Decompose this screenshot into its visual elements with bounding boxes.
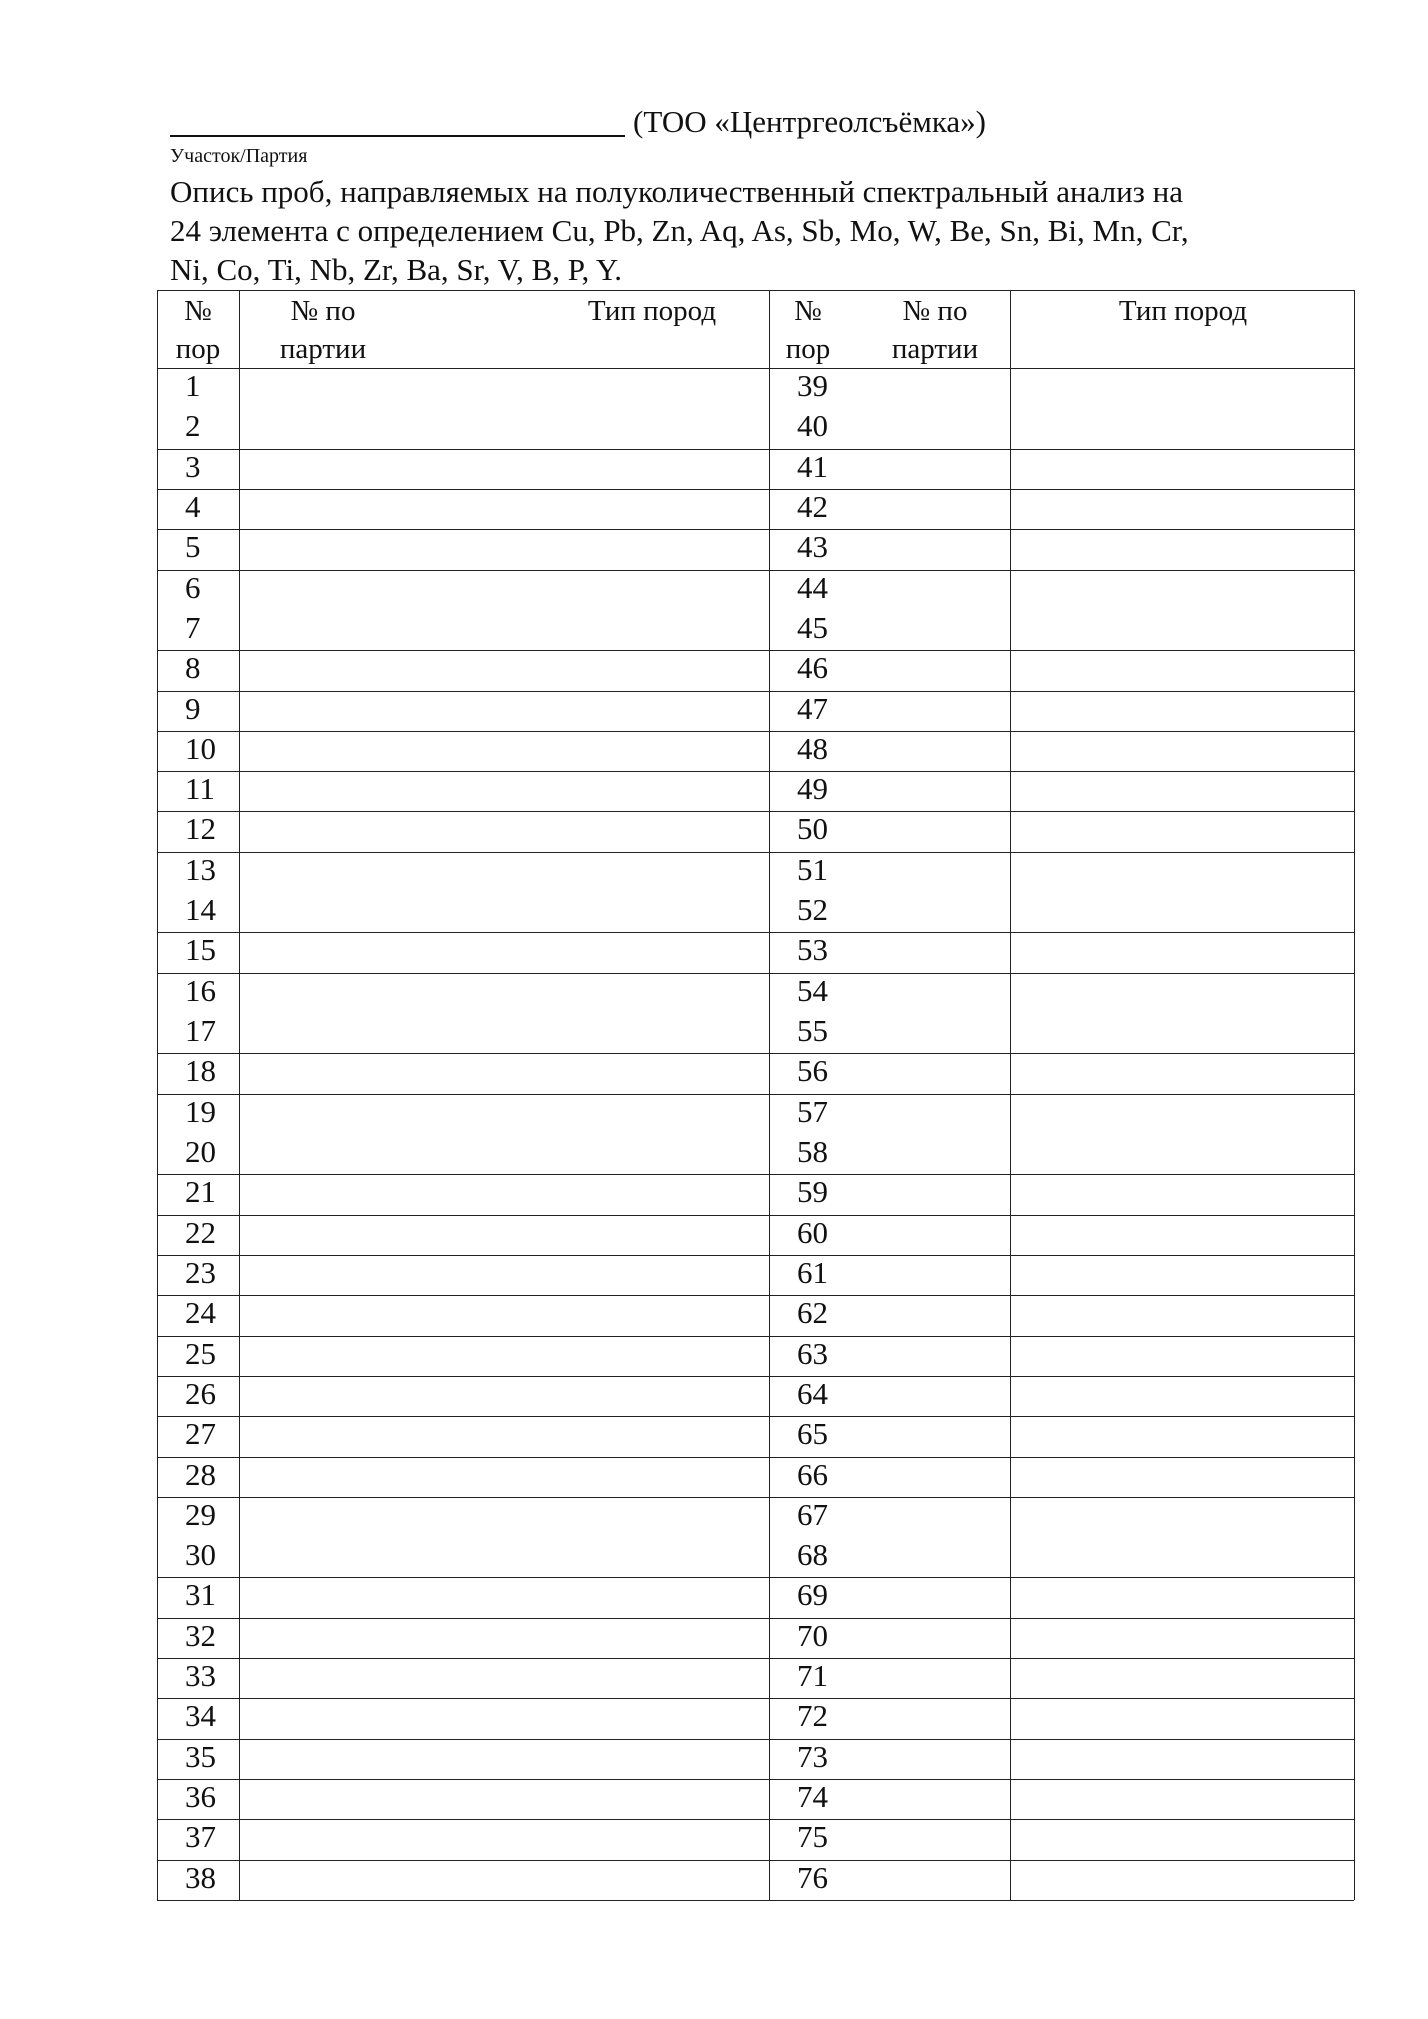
table-row-border — [157, 650, 1354, 651]
row-number-right: 62 — [797, 1295, 828, 1331]
row-number-right: 56 — [797, 1053, 828, 1089]
table-row-border — [157, 1094, 1354, 1095]
section-underline — [170, 135, 625, 137]
row-number-right: 63 — [797, 1335, 828, 1371]
row-number-right: 72 — [797, 1698, 828, 1734]
row-number-right: 59 — [797, 1174, 828, 1210]
col-header-num: № — [794, 295, 822, 327]
table-row-border — [157, 1255, 1354, 1256]
row-number-right: 68 — [797, 1537, 828, 1573]
row-number-right: 75 — [797, 1819, 828, 1855]
row-number-right: 65 — [797, 1416, 828, 1452]
row-number-left: 31 — [185, 1577, 216, 1613]
row-number-right: 66 — [797, 1456, 828, 1492]
row-number-right: 54 — [797, 972, 828, 1008]
row-number-right: 52 — [797, 892, 828, 928]
row-number-left: 6 — [185, 569, 201, 605]
table-row-border — [157, 691, 1354, 692]
row-number-right: 61 — [797, 1254, 828, 1290]
row-number-left: 26 — [185, 1375, 216, 1411]
row-number-right: 50 — [797, 811, 828, 847]
row-number-left: 2 — [185, 408, 201, 444]
table-row-border — [157, 771, 1354, 772]
table-column-border — [1354, 290, 1355, 1900]
table-row-border — [157, 1416, 1354, 1417]
table-row-border — [157, 1618, 1354, 1619]
row-number-right: 51 — [797, 851, 828, 887]
row-number-left: 38 — [185, 1859, 216, 1895]
col-header-batch-sub: партии — [279, 333, 367, 365]
col-header-num: № — [184, 295, 212, 327]
table-row-border — [157, 1215, 1354, 1216]
row-number-left: 25 — [185, 1335, 216, 1371]
sample-table — [157, 290, 1354, 1900]
table-row-border — [157, 1497, 1354, 1498]
table-row-border — [157, 932, 1354, 933]
title-line: Ni, Co, Ti, Nb, Zr, Ba, Sr, V, B, P, Y. — [170, 252, 623, 287]
row-number-right: 53 — [797, 932, 828, 968]
col-header-num-sub: пор — [785, 333, 831, 365]
row-number-right: 46 — [797, 650, 828, 686]
row-number-left: 34 — [185, 1698, 216, 1734]
organization-name: (ТОО «Центргеолсъёмка») — [633, 104, 987, 139]
row-number-left: 13 — [185, 851, 216, 887]
row-number-left: 10 — [185, 730, 216, 766]
row-number-right: 71 — [797, 1658, 828, 1694]
row-number-left: 28 — [185, 1456, 216, 1492]
table-row-border — [157, 570, 1354, 571]
col-header-batch: № по — [902, 295, 968, 327]
row-number-right: 74 — [797, 1779, 828, 1815]
row-number-left: 33 — [185, 1658, 216, 1694]
section-label: Участок/Партия — [170, 145, 308, 167]
row-number-left: 9 — [185, 690, 201, 726]
col-header-num-sub: пор — [175, 333, 221, 365]
row-number-right: 76 — [797, 1859, 828, 1895]
row-number-left: 32 — [185, 1617, 216, 1653]
title-line: Опись проб, направляемых на полуколичественный спектральный анализ на — [170, 174, 1184, 209]
col-header-batch: № по — [290, 295, 356, 327]
table-row-border — [157, 1779, 1354, 1780]
row-number-left: 19 — [185, 1093, 216, 1129]
col-header-batch-sub: партии — [891, 333, 979, 365]
row-number-left: 18 — [185, 1053, 216, 1089]
row-number-right: 60 — [797, 1214, 828, 1250]
row-number-right: 43 — [797, 529, 828, 565]
row-number-left: 8 — [185, 650, 201, 686]
row-number-right: 44 — [797, 569, 828, 605]
row-number-right: 64 — [797, 1375, 828, 1411]
table-row-border — [157, 1698, 1354, 1699]
table-row-border — [157, 973, 1354, 974]
row-number-left: 12 — [185, 811, 216, 847]
row-number-right: 42 — [797, 488, 828, 524]
row-number-right: 49 — [797, 771, 828, 807]
row-number-left: 22 — [185, 1214, 216, 1250]
row-number-left: 20 — [185, 1134, 216, 1169]
row-number-right: 41 — [797, 448, 828, 484]
row-number-left: 5 — [185, 529, 201, 565]
table-row-border — [157, 1577, 1354, 1578]
table-row-border — [157, 731, 1354, 732]
row-number-right: 45 — [797, 609, 828, 645]
row-number-right: 69 — [797, 1577, 828, 1613]
table-row-border — [157, 1900, 1354, 1901]
col-header-rock-type: Тип пород — [587, 295, 717, 327]
table-row-border — [157, 449, 1354, 450]
table-row-border — [157, 1819, 1354, 1820]
row-number-left: 29 — [185, 1496, 216, 1532]
table-row-border — [157, 852, 1354, 853]
row-number-left: 3 — [185, 448, 201, 484]
table-row-border — [157, 1658, 1354, 1659]
row-number-right: 58 — [797, 1134, 828, 1169]
table-row-border — [157, 1739, 1354, 1740]
row-number-left: 4 — [185, 488, 201, 524]
row-number-left: 21 — [185, 1174, 216, 1210]
table-row-border — [157, 489, 1354, 490]
col-header-rock-type: Тип пород — [1118, 295, 1248, 327]
row-number-left: 16 — [185, 972, 216, 1008]
row-number-right: 48 — [797, 730, 828, 766]
table-row-border — [157, 1336, 1354, 1337]
table-row-border — [157, 1457, 1354, 1458]
row-number-right: 73 — [797, 1738, 828, 1774]
table-row-border — [157, 811, 1354, 812]
row-number-left: 23 — [185, 1254, 216, 1290]
row-number-left: 36 — [185, 1779, 216, 1815]
row-number-left: 14 — [185, 892, 216, 928]
row-number-right: 47 — [797, 690, 828, 726]
row-number-right: 39 — [797, 368, 828, 403]
row-number-right: 67 — [797, 1496, 828, 1532]
row-number-left: 37 — [185, 1819, 216, 1855]
table-row-border — [157, 1174, 1354, 1175]
row-number-left: 7 — [185, 609, 201, 645]
row-number-left: 35 — [185, 1738, 216, 1774]
table-row-border — [157, 1860, 1354, 1861]
row-number-left: 27 — [185, 1416, 216, 1452]
row-number-right: 40 — [797, 408, 828, 444]
table-row-border — [157, 368, 1354, 369]
row-number-right: 57 — [797, 1093, 828, 1129]
row-number-left: 15 — [185, 932, 216, 968]
row-number-left: 11 — [185, 771, 215, 807]
row-number-left: 17 — [185, 1013, 216, 1049]
table-row-border — [157, 1295, 1354, 1296]
table-row-border — [157, 1053, 1354, 1054]
table-row-border — [157, 290, 1354, 291]
row-number-right: 55 — [797, 1013, 828, 1049]
table-row-border — [157, 529, 1354, 530]
row-number-right: 70 — [797, 1617, 828, 1653]
row-number-left: 24 — [185, 1295, 216, 1331]
table-row-border — [157, 1376, 1354, 1377]
title-line: 24 элемента с определением Cu, Pb, Zn, Aq, As, Sb, Mo, W, Be, Sn, Bi, Mn, Cr, — [170, 213, 1189, 248]
row-number-left: 1 — [185, 368, 201, 403]
row-number-left: 30 — [185, 1537, 216, 1573]
document-title — [170, 172, 1300, 289]
